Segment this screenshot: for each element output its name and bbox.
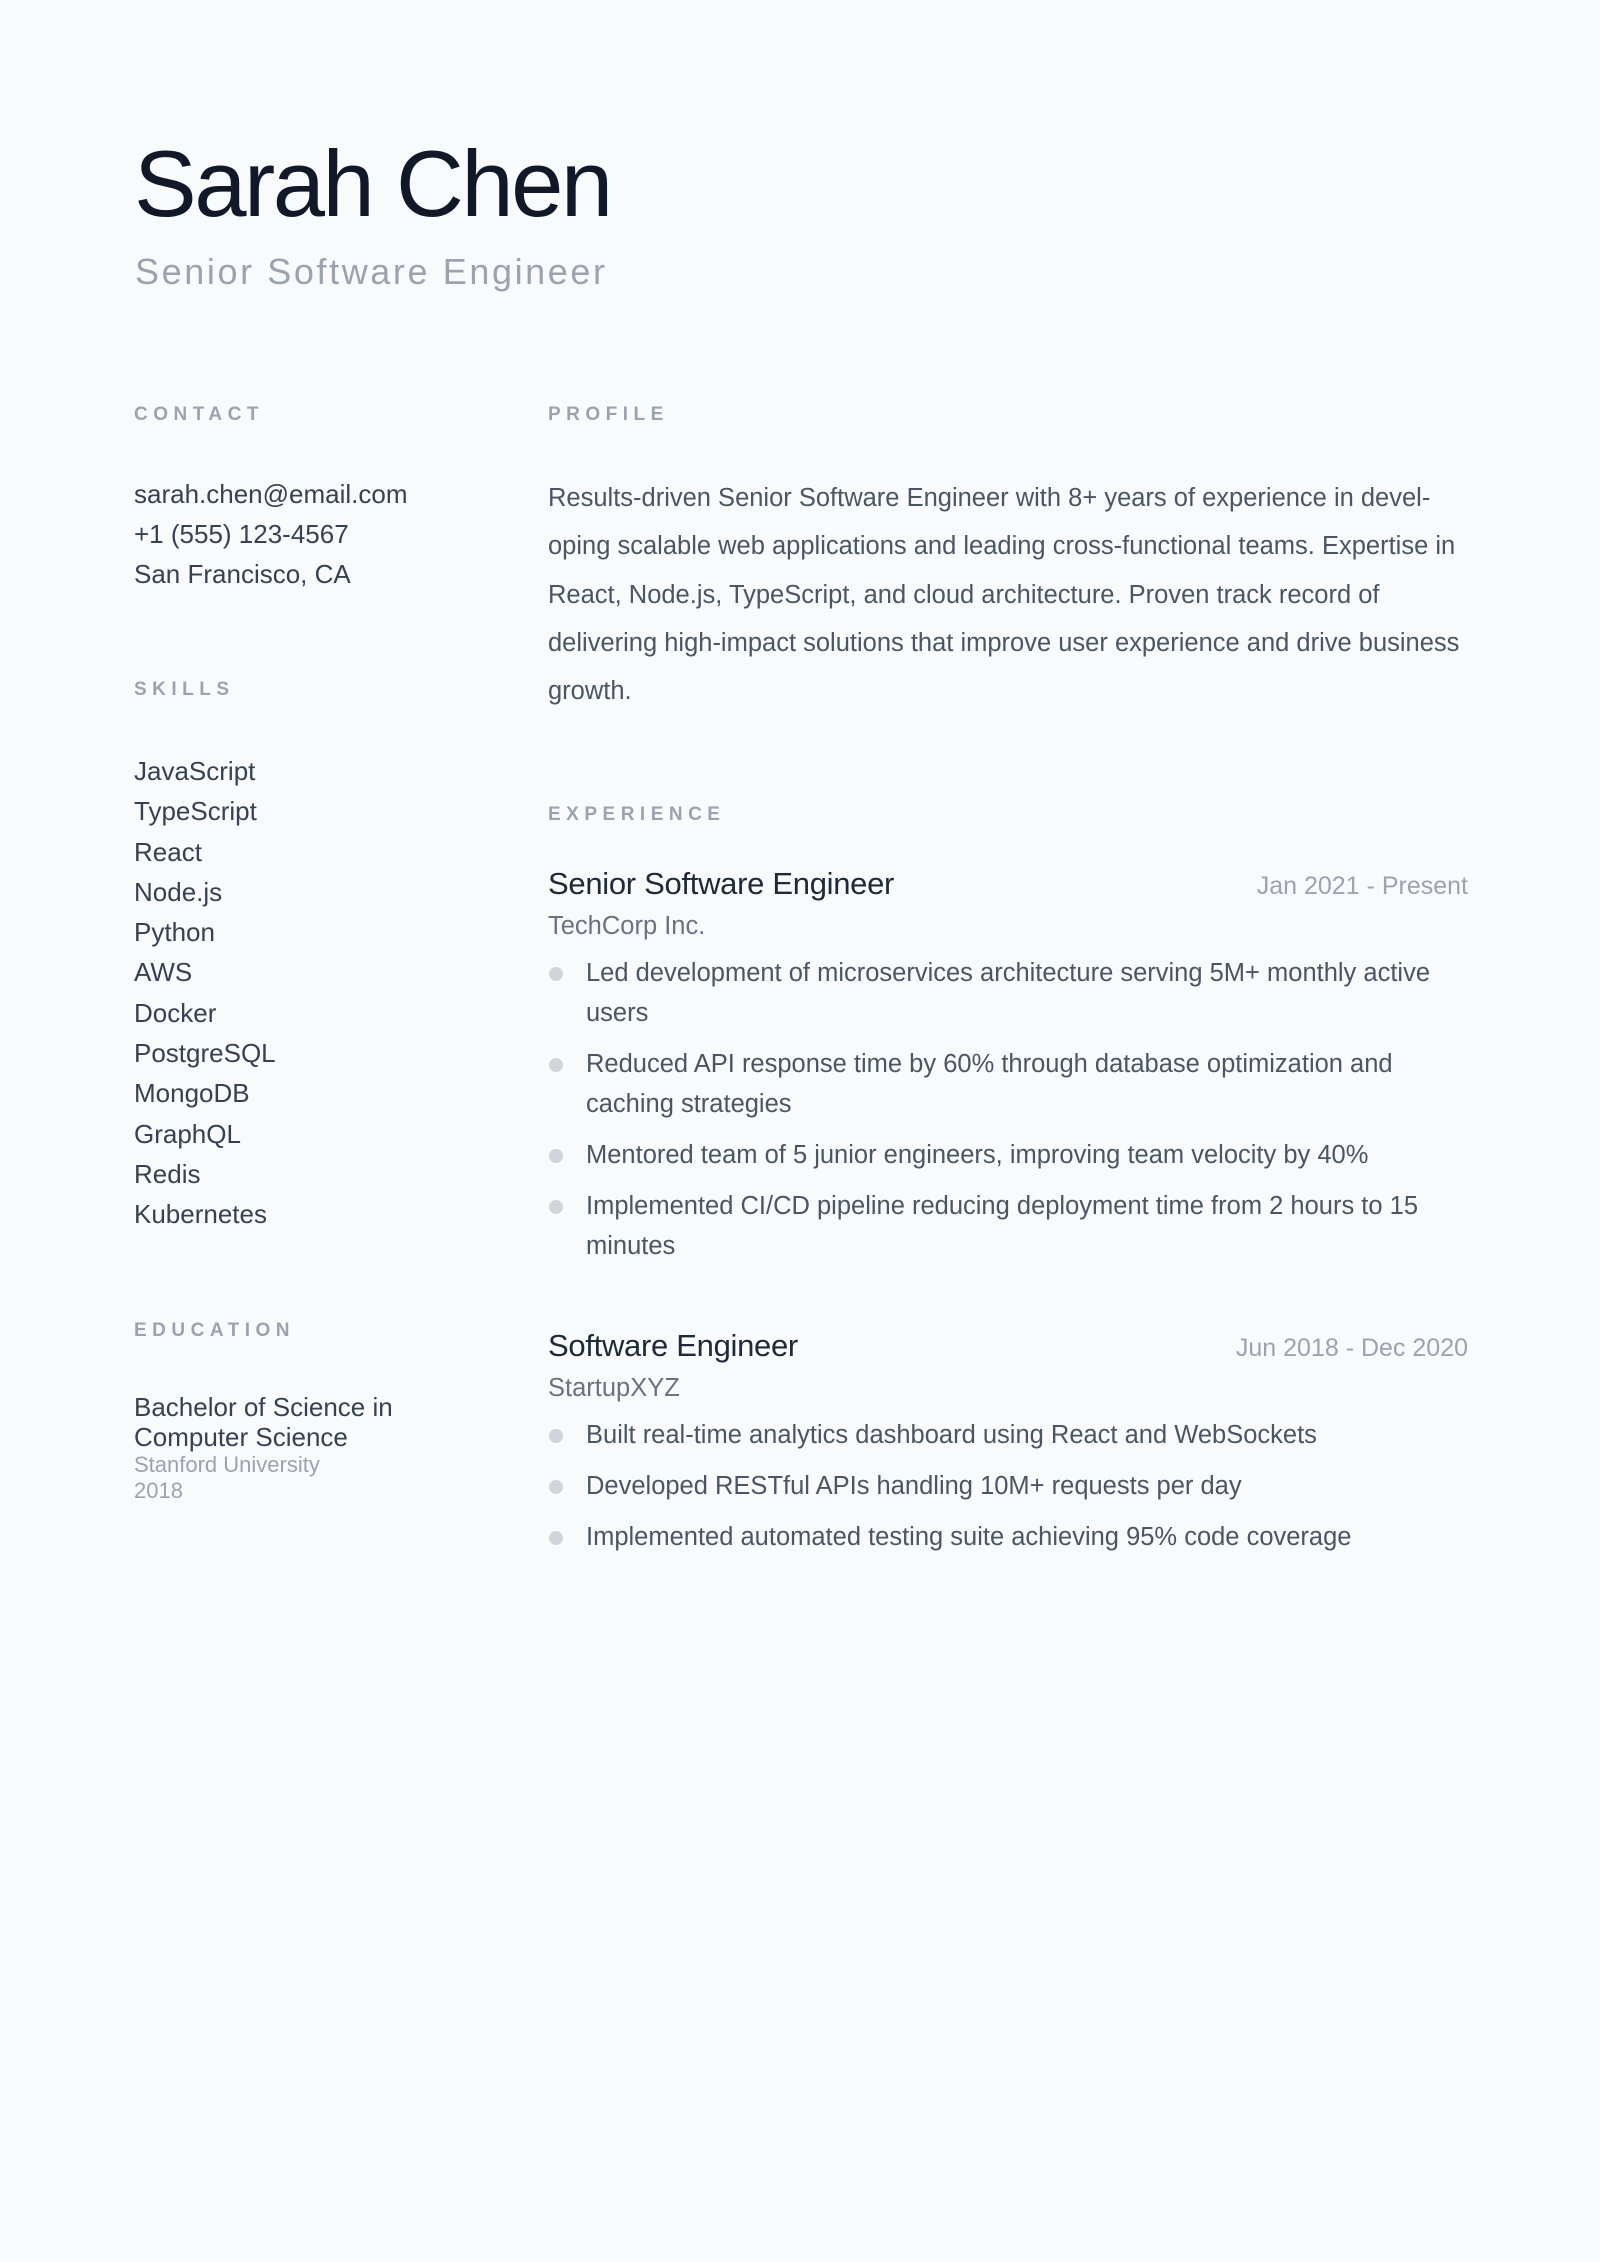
bullet-text: Led development of microservices architecture serving 5M+ monthly active users (586, 959, 1431, 1028)
bullet-icon (549, 1149, 563, 1163)
education-degree: Bachelor of Science in Computer Science (134, 1391, 393, 1452)
education-entry (134, 1392, 464, 1504)
list-item (548, 1517, 1468, 1557)
job-entry (548, 866, 1468, 1266)
contact-email[interactable]: sarah.chen@email.com (134, 479, 408, 509)
candidate-name: Sarah Chen (134, 131, 611, 236)
job-company: StartupXYZ (548, 1374, 680, 1403)
skill-item: AWS (134, 957, 193, 988)
right-column (548, 405, 1468, 1568)
contact-location: San Francisco, CA (134, 559, 351, 589)
skills-heading: SKILLS (134, 679, 235, 700)
job-title: Senior Software Engineer (548, 866, 895, 902)
bullet-icon (549, 1531, 563, 1545)
bullet-icon (549, 1058, 563, 1072)
profile-text: Results-driven Senior Software Engineer with 8+ years of experience in developing scalable web applications and leading cross-functional teams. Expertise in React, Node.js, TypeScript, and cloud architecture. Proven track record of delivering high-impact solutions that improve user experience and drive business growth. (548, 484, 1460, 706)
list-item (548, 1044, 1468, 1124)
job-bullets (548, 953, 1468, 1266)
education-year: 2018 (134, 1477, 183, 1503)
bullet-text: Mentored team of 5 junior engineers, improving team velocity by 40% (586, 1141, 1369, 1170)
left-column (134, 405, 464, 1504)
bullet-text: Developed RESTful APIs handling 10M+ requests per day (586, 1472, 1242, 1501)
skills-list (134, 751, 464, 1235)
contact-phone[interactable]: +1 (555) 123-4567 (134, 519, 349, 549)
contact-list (134, 474, 464, 594)
skill-item: PostgreSQL (134, 1038, 276, 1069)
job-dates: Jun 2018 - Dec 2020 (1235, 1334, 1468, 1363)
bullet-text: Built real-time analytics dashboard using React and WebSockets (586, 1421, 1317, 1450)
candidate-title: Senior Software Engineer (135, 251, 608, 292)
job-entry (548, 1328, 1468, 1557)
job-bullets (548, 1415, 1468, 1557)
skill-item: TypeScript (134, 796, 257, 827)
education-school: Stanford University (134, 1451, 320, 1477)
list-item (548, 1466, 1468, 1506)
profile-heading: PROFILE (548, 404, 669, 425)
skill-item: Kubernetes (134, 1199, 267, 1230)
education-heading: EDUCATION (134, 1319, 296, 1341)
skill-item: JavaScript (134, 756, 256, 786)
skill-item: GraphQL (134, 1118, 241, 1149)
list-item (548, 1415, 1468, 1455)
bullet-icon (549, 1200, 563, 1214)
job-dates: Jan 2021 - Present (1256, 872, 1468, 901)
skill-item: Python (134, 917, 215, 948)
bullet-text: Implemented automated testing suite achieving 95% code coverage (586, 1523, 1352, 1552)
skill-item: MongoDB (134, 1078, 250, 1109)
list-item (548, 953, 1468, 1033)
contact-heading: CONTACT (134, 404, 264, 425)
job-title: Software Engineer (548, 1328, 798, 1364)
skill-item: Docker (134, 997, 217, 1028)
skill-item: Node.js (134, 876, 223, 907)
bullet-icon (549, 1480, 563, 1494)
bullet-text: Reduced API response time by 60% through database optimization and caching strategies (586, 1050, 1393, 1119)
list-item (548, 1135, 1468, 1175)
skill-item: Redis (134, 1158, 201, 1189)
bullet-icon (549, 1429, 563, 1443)
skill-item: React (134, 836, 202, 867)
experience-heading: EXPERIENCE (548, 804, 726, 826)
list-item (548, 1186, 1468, 1266)
bullet-text: Implemented CI/CD pipeline reducing deployment time from 2 hours to 15 minutes (586, 1192, 1418, 1261)
job-company: TechCorp Inc. (548, 912, 706, 941)
bullet-icon (549, 967, 563, 981)
